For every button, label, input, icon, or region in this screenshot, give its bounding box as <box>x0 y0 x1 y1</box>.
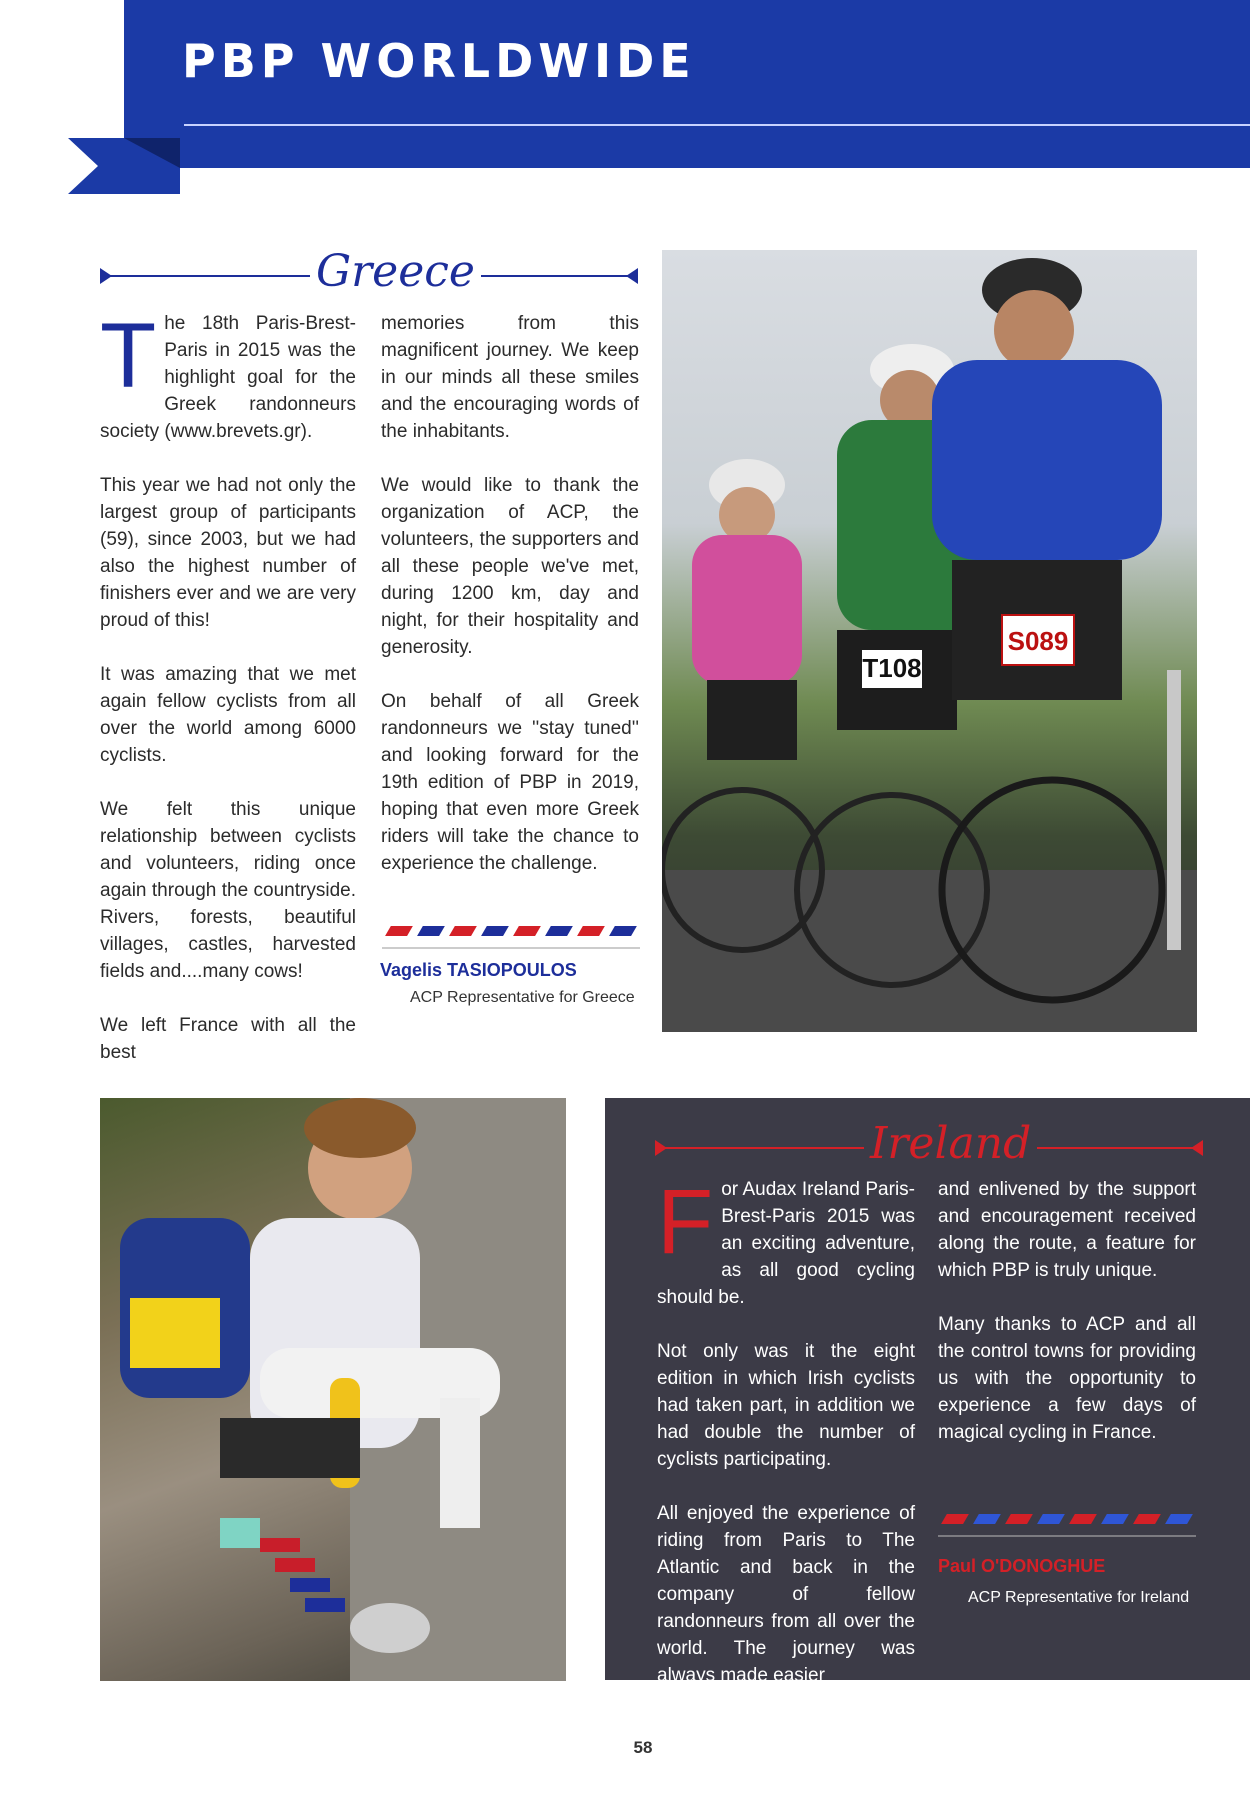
ireland-paragraph: Many thanks to ACP and all the control towns for providing us with the opportunity to experience a few days of magical cycling in France. <box>938 1314 1196 1443</box>
page-number: 58 <box>633 1738 653 1757</box>
ireland-signature-name: Paul O'DONOGHUE <box>938 1556 1106 1576</box>
ireland-dropcap: F <box>657 1171 714 1273</box>
ireland-paragraph: or Audax Ireland Paris-Brest-Paris 2015 was an exciting adventure, as all good cycling should be. <box>657 1179 915 1308</box>
greece-dropcap: T <box>100 305 157 407</box>
greece-paragraph: We felt this unique relationship between cyclists and volunteers, riding once again through the countryside. Rivers, forests, beautiful villages, castles, harvested fields and....many cows! <box>100 799 356 982</box>
greece-heading: Greece <box>310 246 481 297</box>
greece-paragraph: he 18th Paris-Brest-Paris in 2015 was the highlight goal for the Greek randonneurs society (www.brevets.gr). <box>100 313 356 442</box>
ireland-airmail-stripe <box>938 1512 1196 1542</box>
ireland-paragraph: and enlivened by the support and encouragement received along the route, a feature for which PBP is truly unique. <box>938 1179 1196 1281</box>
header-rule <box>184 124 1250 126</box>
greece-paragraph: We would like to thank the organization of ACP, the volunteers, the supporters and all these people we've met, during 1200 km, day and night, for their hospitality and generosity. <box>381 475 639 658</box>
greece-paragraph: On behalf of all Greek randonneurs we ''stay tuned'' and looking forward for the 19th edition of PBP in 2019, hoping that even more Greek riders will take the chance to experience the challenge. <box>381 691 639 874</box>
greece-paragraph: memories from this magnificent journey. We keep in our minds all these smiles and the encouraging words of the inhabitants. <box>381 313 639 442</box>
ireland-rider-photo <box>100 1098 566 1681</box>
greece-paragraph: This year we had not only the largest group of participants (59), since 2003, but we had also the highest number of finishers ever and we are very proud of this! <box>100 475 356 631</box>
greece-paragraph: We left France with all the best <box>100 1015 356 1063</box>
ireland-heading: Ireland <box>864 1118 1037 1169</box>
bib-number: S089 <box>1007 626 1069 656</box>
greece-paragraph: It was amazing that we met again fellow cyclists from all over the world among 6000 cyclists. <box>100 664 356 766</box>
bib-number: T108 <box>862 653 922 683</box>
ireland-signature-role: ACP Representative for Ireland <box>968 1589 1190 1606</box>
banner-ribbon-tail <box>68 138 180 194</box>
page-title: PBP WORLDWIDE <box>182 34 696 88</box>
ireland-paragraph: All enjoyed the experience of riding from Paris to The Atlantic and back in the company of fellow randonneurs from all over the world. The journey was always made easier <box>657 1503 915 1686</box>
ireland-column-1 <box>657 1171 915 1716</box>
greece-airmail-stripe <box>382 924 640 954</box>
ireland-column-2 <box>938 1176 1196 1473</box>
greece-signature-name: Vagelis TASIOPOULOS <box>380 960 577 980</box>
ireland-paragraph: Not only was it the eight edition in which Irish cyclists had taken part, in addition we had double the number of cyclists participating. <box>657 1341 915 1470</box>
greece-cyclists-photo <box>662 250 1197 1032</box>
greece-signature-role: ACP Representative for Greece <box>410 989 635 1006</box>
greece-column-1 <box>100 305 356 1093</box>
greece-column-2 <box>381 310 639 904</box>
